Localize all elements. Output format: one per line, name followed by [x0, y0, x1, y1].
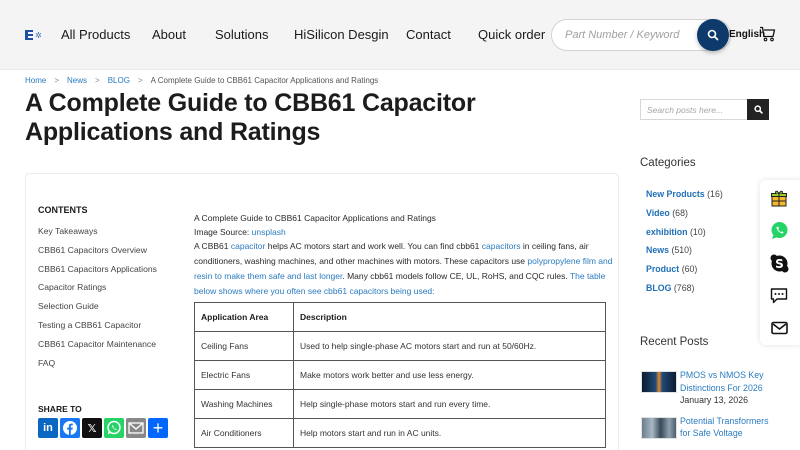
text: in ceiling fans, air conditioners, washing machines, and other machines with motors. These capacitors use: [194, 241, 589, 267]
intro-paragraph: [194, 239, 614, 298]
whatsapp-icon[interactable]: [104, 418, 124, 438]
site-logo[interactable]: [25, 29, 45, 41]
gift-icon[interactable]: [769, 188, 789, 208]
image-source-link[interactable]: unsplash: [251, 227, 286, 238]
list-item: [646, 188, 723, 207]
applications-table: [194, 302, 606, 448]
table-row: [195, 332, 606, 361]
svg-text:S: S: [774, 256, 784, 271]
whatsapp-icon[interactable]: [769, 220, 789, 240]
breadcrumb-current: A Complete Guide to CBB61 Capacitor Applications and Ratings: [150, 76, 379, 85]
article-body: [194, 211, 614, 299]
recent-posts: [641, 369, 781, 448]
list-item: [646, 226, 723, 245]
table-row: [195, 419, 606, 448]
category-count: (510): [671, 245, 692, 256]
share-title: SHARE TO: [38, 404, 82, 414]
toc-item-maintenance[interactable]: CBB61 Capacitor Maintenance: [38, 338, 156, 349]
chat-icon[interactable]: [769, 286, 789, 306]
category-product[interactable]: Product: [646, 264, 680, 275]
toc-item-faq[interactable]: FAQ: [38, 357, 56, 368]
table-row: [195, 390, 606, 419]
recent-post: [641, 369, 781, 407]
category-new-products[interactable]: New Products: [646, 189, 705, 199]
cell-description: Used to help single-phase AC motors start and run at 50/60Hz.: [294, 332, 606, 361]
header-application-area: Application Area: [195, 303, 294, 332]
floating-contact-bar: [760, 180, 800, 345]
share-section: [38, 404, 168, 438]
breadcrumb-home[interactable]: Home: [25, 76, 47, 85]
page-title: A Complete Guide to CBB61 Capacitor Applications and Ratings: [25, 89, 476, 146]
facebook-icon[interactable]: [60, 418, 80, 438]
image-source-label: Image Source:: [194, 227, 252, 238]
category-count: (10): [690, 226, 706, 237]
search-icon: [707, 29, 719, 41]
email-icon[interactable]: [126, 418, 146, 438]
text: helps AC motors start and work well. You can find cbb61: [265, 241, 482, 252]
table-header-row: [195, 303, 606, 332]
x-twitter-icon[interactable]: 𝕏: [82, 418, 102, 438]
list-item: [646, 207, 723, 226]
recent-post-date: January 13, 2026: [680, 395, 748, 405]
post-search-input[interactable]: [640, 99, 747, 120]
toc-item-overview[interactable]: CBB61 Capacitors Overview: [38, 244, 147, 255]
post-thumbnail[interactable]: [641, 371, 677, 393]
category-blog[interactable]: BLOG: [646, 282, 672, 293]
nav-all-products[interactable]: All Products: [61, 27, 131, 42]
header-description: Description: [294, 303, 606, 332]
capacitor-link[interactable]: capacitor: [230, 241, 266, 252]
text: A CBB61: [194, 241, 231, 252]
toc-item-key-takeaways[interactable]: Key Takeaways: [38, 226, 98, 236]
chevron-right-icon: >: [137, 76, 143, 85]
cell-application: Air Conditioners: [195, 419, 294, 448]
toc-title: CONTENTS: [38, 205, 88, 215]
list-item: [646, 263, 723, 282]
cell-application: Washing Machines: [195, 390, 294, 419]
header-search-button[interactable]: [697, 19, 729, 51]
category-count: (768): [673, 282, 695, 293]
category-news[interactable]: News: [646, 245, 669, 256]
language-selector[interactable]: English: [729, 29, 766, 40]
recent-posts-heading: Recent Posts: [640, 336, 709, 348]
cell-application: Ceiling Fans: [195, 332, 294, 361]
category-list: [646, 188, 723, 301]
nav-contact[interactable]: Contact: [406, 27, 451, 42]
toc-item-applications[interactable]: CBB61 Capacitors Applications: [38, 263, 157, 274]
table-of-contents: [38, 205, 188, 376]
cell-description: Help motors start and run in AC units.: [294, 419, 606, 448]
toc-item-testing[interactable]: Testing a CBB61 Capacitor: [38, 319, 142, 330]
post-search-button[interactable]: [747, 99, 769, 120]
nav-quick-order[interactable]: Quick order: [478, 27, 546, 42]
table-intro-link[interactable]: The table below shows where you often see cbb61 capacitors being used:: [194, 271, 606, 296]
logo-emblem-icon: ✲: [35, 30, 42, 40]
category-exhibition[interactable]: exhibition: [646, 226, 688, 237]
categories-heading: Categories: [640, 157, 696, 169]
category-count: (60): [681, 264, 698, 275]
nav-hisilicon-design[interactable]: HiSilicon Desgin: [294, 27, 389, 42]
recent-post: [641, 415, 781, 440]
category-count: (68): [672, 207, 688, 218]
linkedin-icon[interactable]: in: [38, 418, 58, 438]
mail-icon[interactable]: [769, 318, 789, 338]
nav-about[interactable]: About: [152, 27, 186, 42]
recent-post-title[interactable]: PMOS vs NMOS Key Distinctions For 2026: [680, 370, 764, 393]
skype-icon[interactable]: [769, 253, 789, 273]
breadcrumb-news[interactable]: News: [67, 76, 88, 85]
category-count: (16): [707, 189, 723, 199]
recent-post-title[interactable]: Potential Transformers for Safe Voltage: [680, 415, 769, 438]
cell-application: Electric Fans: [195, 361, 294, 390]
search-icon: [754, 105, 763, 114]
breadcrumb: [25, 76, 378, 85]
part-search-input[interactable]: [552, 20, 692, 50]
cart-icon[interactable]: [759, 26, 776, 42]
sidebar-search: [640, 99, 769, 120]
cell-description: Make motors work better and use less energy.: [294, 361, 606, 390]
logo-mark-icon: [25, 30, 33, 40]
table-row: [195, 361, 606, 390]
polypropylene-link[interactable]: polypropylene film and resin to make them safe and last longer: [194, 256, 613, 281]
post-thumbnail[interactable]: [641, 417, 677, 439]
capacitors-link[interactable]: capacitors: [481, 241, 521, 252]
list-item: [646, 244, 723, 263]
breadcrumb-blog[interactable]: BLOG: [107, 76, 130, 85]
nav-solutions[interactable]: Solutions: [215, 27, 269, 42]
list-item: [646, 282, 723, 301]
image-caption: A Complete Guide to CBB61 Capacitor Applications and Ratings: [194, 213, 436, 223]
category-video[interactable]: Video: [646, 207, 670, 218]
image-source: [194, 225, 614, 239]
chevron-right-icon: >: [95, 76, 100, 85]
toc-item-ratings[interactable]: Capacitor Ratings: [38, 282, 107, 293]
chevron-right-icon: >: [54, 76, 60, 85]
site-header: [0, 0, 800, 70]
text: . Many cbb61 models follow CE, UL, RoHS, and CQC rules.: [342, 271, 570, 281]
plus-icon[interactable]: +: [148, 418, 168, 438]
cell-description: Help single-phase motors start and run every time.: [294, 390, 606, 419]
toc-item-selection-guide[interactable]: Selection Guide: [38, 301, 99, 312]
